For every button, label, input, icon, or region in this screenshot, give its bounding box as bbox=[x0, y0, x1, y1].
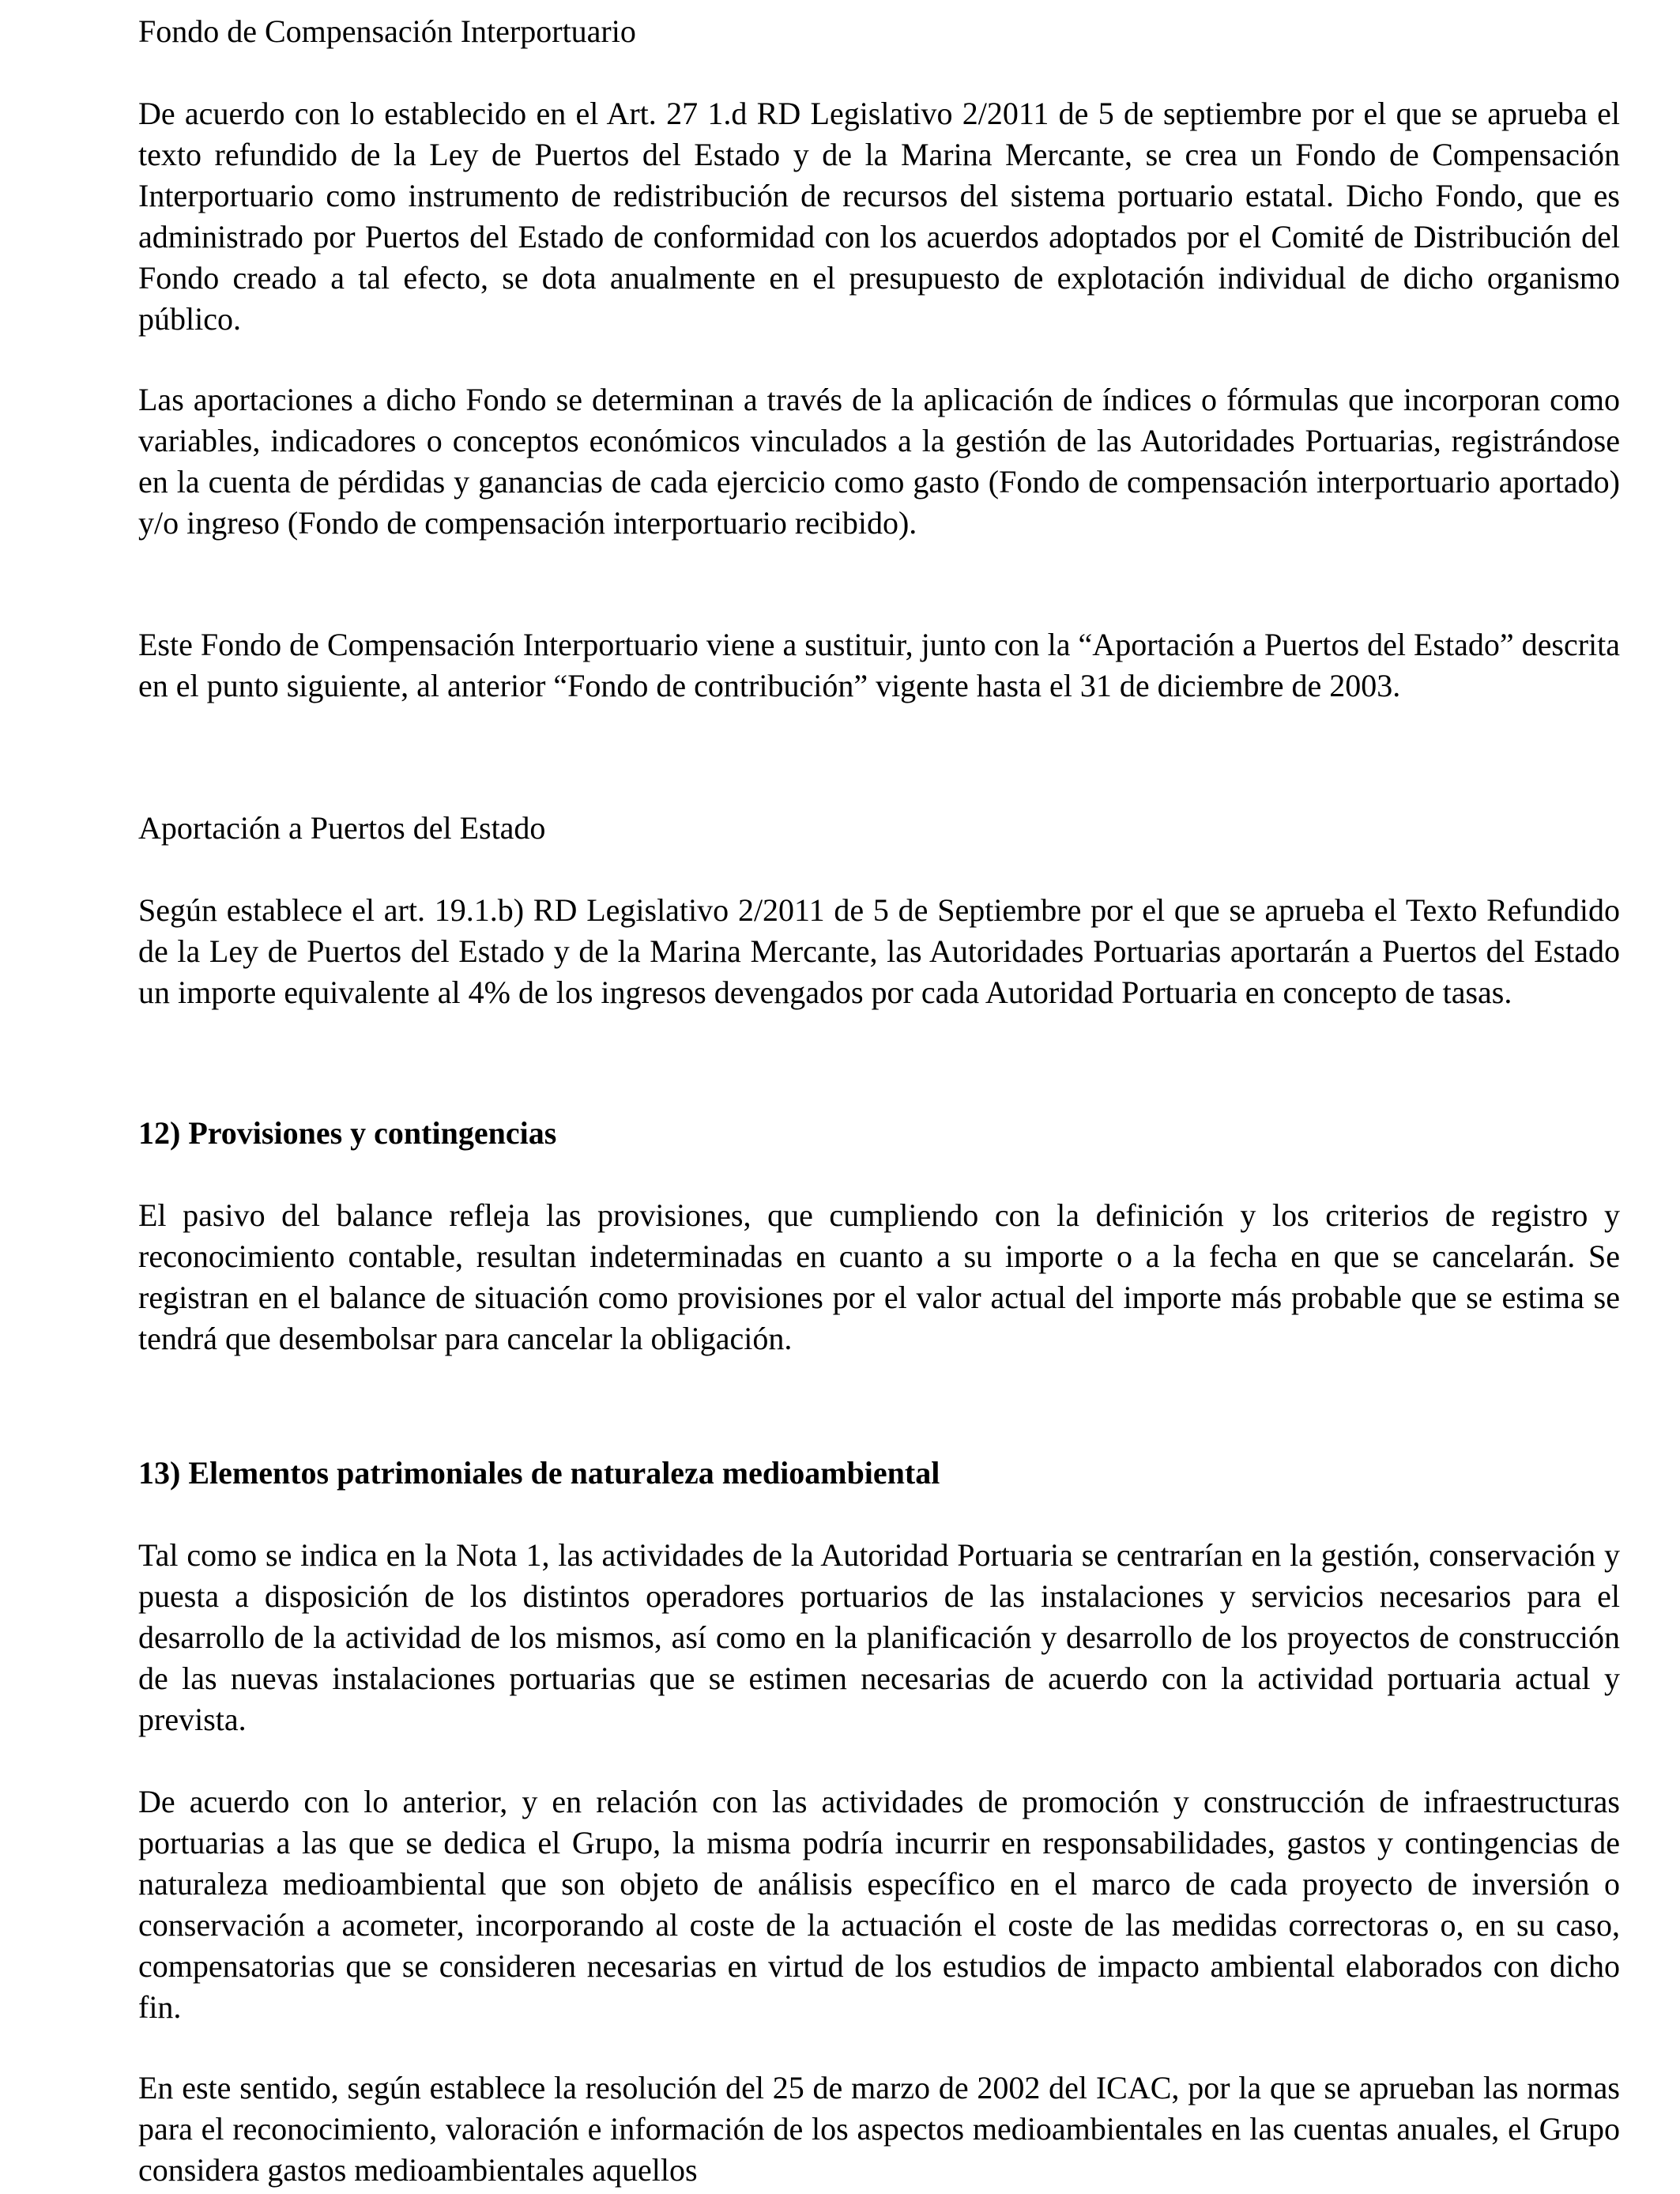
paragraph-fondo-3: Este Fondo de Compensación Interportuario viene a sustituir, junto con la “Aportación a Puertos del Estado” descrita en el punto siguiente, al anterior “Fondo de contribución” vigente hasta el 31 de diciembre de 2003. bbox=[138, 627, 1620, 703]
paragraph-aportacion-1: Según establece el art. 19.1.b) RD Legislativo 2/2011 de 5 de Septiembre por el que se aprueba el Texto Refundido de la Ley de Puertos del Estado y de la Marina Mercante, las Autoridades Portuarias aportarán a Puertos del Estado un importe equivalente al 4% de los ingresos devengados por cada Autoridad Portuaria en concepto de tasas. bbox=[138, 892, 1620, 1010]
section-heading-fondo: Fondo de Compensación Interportuario bbox=[138, 13, 636, 49]
paragraph-medioambiental-2: De acuerdo con lo anterior, y en relación con las actividades de promoción y construcción de infraestructuras portuarias a las que se dedica el Grupo, la misma podría incurrir en responsabilidades, gastos y contingencias de naturaleza medioambiental que son objeto de análisis específico en el marco de cada proyecto de inversión o conservación a acometer, incorporando al coste de la actuación el coste de las medidas correctoras o, en su caso, compensatorias que se consideren necesarias en virtud de los estudios de impacto ambiental elaborados con dicho fin. bbox=[138, 1784, 1620, 2025]
paragraph-medioambiental-3: En este sentido, según establece la resolución del 25 de marzo de 2002 del ICAC, por la que se aprueban las normas para el reconocimiento, valoración e información de los aspectos medioambientales en las cuentas anuales, el Grupo considera gastos medioambientales aquellos bbox=[138, 2070, 1620, 2188]
section-heading-provisiones: 12) Provisiones y contingencias bbox=[138, 1115, 557, 1151]
paragraph-fondo-1: De acuerdo con lo establecido en el Art. 27 1.d RD Legislativo 2/2011 de 5 de septiembre por el que se aprueba el texto refundido de la Ley de Puertos del Estado y de la Marina Mercante, se crea un Fondo de Compensación Interportuario como instrumento de redistribución de recursos del sistema portuario estatal. Dicho Fondo, que es administrado por Puertos del Estado de conformidad con los acuerdos adoptados por el Comité de Distribución del Fondo creado a tal efecto, se dota anualmente en el presupuesto de explotación individual de dicho organismo público. bbox=[138, 96, 1620, 337]
paragraph-fondo-2: Las aportaciones a dicho Fondo se determinan a través de la aplicación de índices o fórmulas que incorporan como variables, indicadores o conceptos económicos vinculados a la gestión de las Autoridades Portuarias, registrándose en la cuenta de pérdidas y ganancias de cada ejercicio como gasto (Fondo de compensación interportuario aportado) y/o ingreso (Fondo de compensación interportuario recibido). bbox=[138, 382, 1620, 541]
section-heading-medioambiental: 13) Elementos patrimoniales de naturaleza medioambiental bbox=[138, 1455, 940, 1491]
paragraph-provisiones-1: El pasivo del balance refleja las provisiones, que cumpliendo con la definición y los criterios de registro y reconocimiento contable, resultan indeterminadas en cuanto a su importe o a la fecha en que se cancelarán. Se registran en el balance de situación como provisiones por el valor actual del importe más probable que se estima se tendrá que desembolsar para cancelar la obligación. bbox=[138, 1197, 1620, 1356]
section-heading-aportacion: Aportación a Puertos del Estado bbox=[138, 810, 546, 846]
paragraph-medioambiental-1: Tal como se indica en la Nota 1, las actividades de la Autoridad Portuaria se centrarían en la gestión, conservación y puesta a disposición de los distintos operadores portuarios de las instalaciones y servicios necesarios para el desarrollo de la actividad de los mismos, así como en la planificación y desarrollo de los proyectos de construcción de las nuevas instalaciones portuarias que se estimen necesarias de acuerdo con la actividad portuaria actual y prevista. bbox=[138, 1537, 1620, 1737]
